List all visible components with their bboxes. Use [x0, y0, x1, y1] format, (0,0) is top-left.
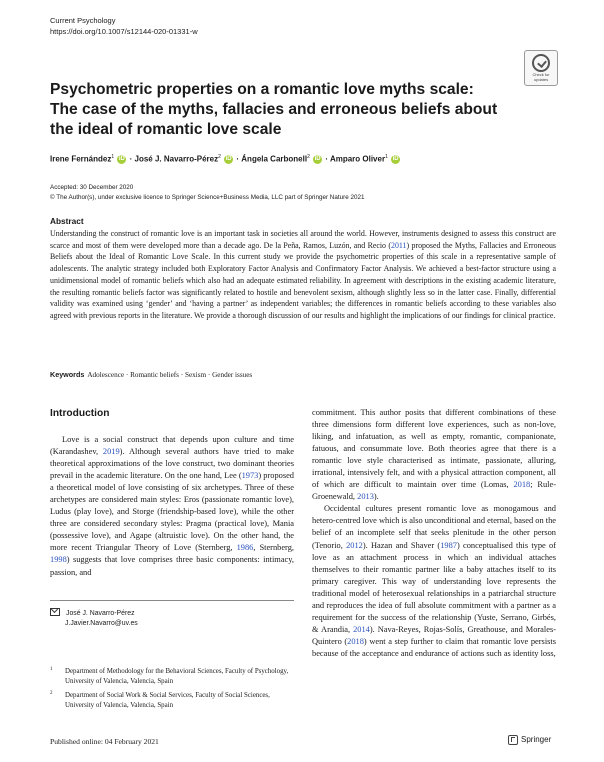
affiliation-number: 2	[50, 691, 53, 696]
author-list	[50, 151, 401, 166]
author-affiliation: 1	[111, 154, 115, 160]
right-column-text	[312, 407, 556, 660]
body-text: ). Nava-Reyes, Rojas-Solís, Greathouse, and Morales-Quintero (	[312, 624, 556, 646]
abstract-part: ) proposed the Myths, Fallacies and Erroneous Beliefs about the Ideal of Romantic Love Scale. In this current study we provide the psychometric properties of this scale in a representative sample of adolescents. The analytic strategy included both Exploratory Factor Analysis and Confirmatory Factor Analysis. We achieved a best-factor structure using a unidimensional model of romantic beliefs which also had an adequate estimated reliability. In agreement with descriptions in the existing academic literature, the resulting romantic beliefs factor was significantly related to hostile and benevolent sexism, although slightly less so in the latter case. Finally, differential validity was examined using ‘gender’ and ‘having a partner’ as independent variables; the differences in romantic beliefs according to these variables also agreed with previous reports in the literature. We provide a thorough discussion of our results and highlight the implications of our findings for clinical practice.	[50, 240, 556, 320]
correspondence-block	[50, 600, 294, 628]
body-text: commitment. This author posits that different combinations of these three dimensions form different love experiences, such as non-love, liking, and infatuation, as well as empty, romantic, companionate, fatuous, and consummate love. Both theories agree that there is a romantic love style characterised as intimate, passionate, alluring, irrational, intensively felt, and with a physical attraction component, all of which are difficult to maintain over time (Lomas,	[312, 408, 556, 490]
citation-link[interactable]: 2013	[357, 492, 374, 502]
check-for-updates-badge[interactable]	[524, 50, 558, 86]
citation-link[interactable]: 2019	[102, 447, 120, 457]
author-name[interactable]: Amparo Oliver	[329, 154, 386, 164]
keywords	[50, 370, 252, 379]
checkmark-icon	[532, 54, 550, 72]
citation-link[interactable]: 2014	[353, 624, 370, 634]
orcid-icon[interactable]: iD	[118, 156, 125, 163]
correspondence-email[interactable]: J.Javier.Navarro@uv.es	[65, 619, 138, 627]
abstract-heading: Abstract	[50, 216, 84, 226]
body-text: ) proposed a theoretical model of love consisting of six archetypes. Three of these archetypes are considered main styles: Eros (passionate romantic love), Ludus (play love), and Storge (friendship-based love), while the other three are considered secondary styles: Pragma (practical love), Mania (possessive love), and Agape (altruistic love). On the other hand, the more recent Triangular Theory of Love (Sternberg,	[50, 471, 294, 553]
author-separator: ·	[236, 154, 240, 164]
author-name[interactable]: Ángela Carbonell	[241, 154, 308, 164]
citation-link[interactable]: 1973	[241, 471, 259, 481]
body-text: ).	[373, 492, 379, 502]
copyright-notice: © The Author(s), under exclusive licence to Springer Science+Business Media, LLC part of Springer Nature 2021	[50, 194, 365, 201]
orcid-icon[interactable]: iD	[225, 156, 232, 163]
author-separator: ·	[129, 154, 133, 164]
body-text: Occidental cultures present romantic love as monogamous and hetero-centred love which is also unconditional and eternal, based on the belief of an incomplete self that seeks plenitude in the other person (Tenorio,	[312, 504, 556, 550]
abstract-text	[50, 228, 556, 322]
author-affiliation: 2	[218, 154, 221, 160]
article-title: Psychometric properties on a romantic love myths scale: The case of the myths, fallacies and erroneous beliefs about the ideal of romantic love scale	[50, 81, 498, 138]
envelope-icon	[50, 608, 60, 616]
publisher-logo	[508, 735, 551, 745]
left-column-text	[50, 434, 294, 579]
affiliation-number: 1	[50, 667, 53, 672]
abstract-part: Understanding the construct of romantic love is an important task in societies all around the world. However, instruments designed to assess this construct are scarce and most of them were developed more than a decade ago. De la Peña, Ramos, Luzón, and Recio (	[50, 229, 556, 250]
affiliation-text: Department of Methodology for the Behavioral Sciences, Faculty of Psychology, University of Valencia, Valencia, Spain	[65, 668, 289, 685]
keywords-list: Adolescence · Romantic beliefs · Sexism · Gender issues	[87, 371, 253, 379]
body-text: ; Rule-Groenewald,	[312, 480, 556, 502]
affiliation-2	[50, 691, 294, 710]
body-text: ) conceptualised this type of love as an attachment process in which an individual attaches themselves to their romantic partner like a baby attaches itself to its primary caregiver. This way of understanding love represents the traditional model of heterosexual relationships in a patriarchal structure and reproduces the idea of full absolute commitment with a partner as a requirement for the success of the relationship (Yuste, Serrano, Girbés, & Arandia,	[312, 540, 556, 634]
citation-link[interactable]: 1998	[50, 555, 67, 565]
body-text: , Sternberg,	[253, 543, 294, 553]
author-affiliation: 2	[307, 154, 310, 160]
citation-link[interactable]: 2012	[346, 540, 363, 550]
body-text: ) suggests that love comprises three basic components: intimacy, passion, and	[50, 555, 294, 577]
author-affiliation: 1	[385, 154, 388, 160]
citation-link[interactable]: 1986	[236, 543, 254, 553]
correspondence-name: José J. Navarro-Pérez	[66, 610, 135, 617]
body-text: ). Hazan and Shaver (	[362, 540, 441, 550]
journal-header	[50, 15, 198, 37]
publisher-name: Springer	[521, 735, 552, 745]
affiliation-text: Department of Social Work & Social Services, Faculty of Social Sciences, University of Valencia, Valencia, Spain	[65, 692, 270, 709]
doi-link[interactable]: https://doi.org/10.1007/s12144-020-01331-w	[50, 27, 198, 36]
author-name[interactable]: José J. Navarro-Pérez	[134, 154, 219, 164]
citation-link[interactable]: 1987	[440, 540, 457, 550]
article-dates	[50, 183, 364, 203]
accepted-date: Accepted: 30 December 2020	[50, 184, 134, 191]
published-date: Published online: 04 February 2021	[50, 737, 159, 746]
orcid-icon[interactable]: iD	[392, 156, 399, 163]
introduction-heading: Introduction	[50, 408, 110, 419]
affiliation-1	[50, 667, 294, 686]
body-text: Love is a social construct that depends upon culture and time (Karandashev,	[50, 435, 294, 457]
citation-link[interactable]: 2018	[347, 636, 364, 646]
body-text: ). Although several authors have tried to make theoretical approximations of the love construct, two dominant theories prevail in the academic literature. On the one hand, Lee (	[50, 447, 294, 481]
author-separator: ·	[325, 154, 328, 164]
citation-link[interactable]: 2018	[513, 480, 531, 490]
check-badge-label: Check for updates	[532, 72, 550, 82]
journal-name: Current Psychology	[50, 16, 116, 25]
keywords-label: Keywords	[50, 370, 85, 379]
citation-link[interactable]: 2011	[391, 240, 407, 250]
body-text: ) went a step further to claim that romantic love persists because of the acceptance and endurance of actions such as identity loss,	[312, 636, 556, 658]
springer-horse-icon	[508, 735, 518, 745]
orcid-icon[interactable]: iD	[314, 156, 321, 163]
author-name[interactable]: Irene Fernández	[50, 154, 112, 164]
